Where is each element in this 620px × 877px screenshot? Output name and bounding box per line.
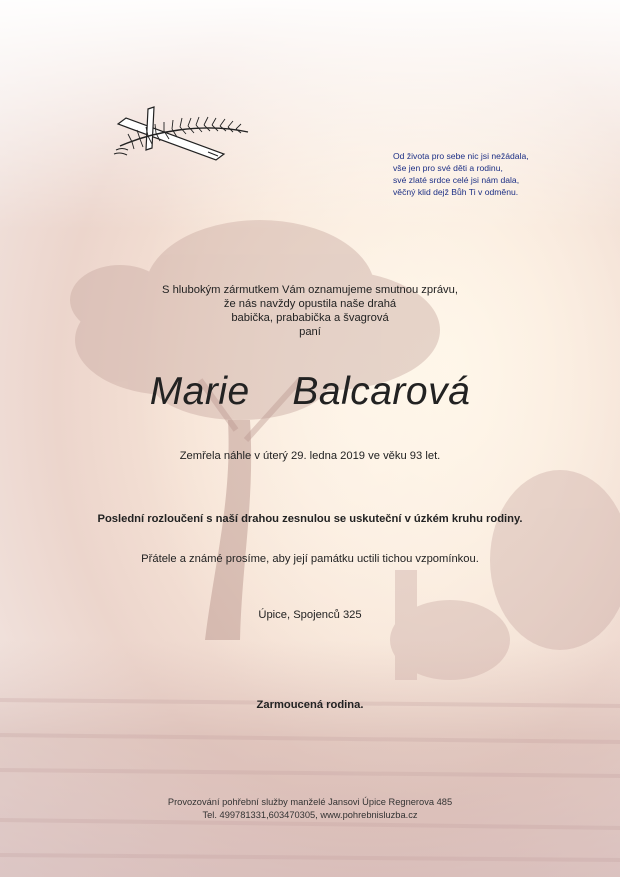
footer-line: Provozování pohřební služby manželé Jansovi Úpice Regnerova 485 <box>167 797 453 807</box>
intro-line: babička, prababička a švagrová <box>231 312 389 324</box>
cross-with-palm-branch-icon <box>112 104 254 162</box>
intro-line: S hlubokým zármutkem Vám oznamujeme smutnou zprávu, <box>162 284 458 296</box>
poem-line: vše jen pro své děti a rodinu, <box>393 163 503 173</box>
farewell-notice: Poslední rozloučení s naší drahou zesnulou se uskuteční v úzkém kruhu rodiny. <box>97 513 523 525</box>
footer-line: Tel. 499781331,603470305, www.pohrebnisluzba.cz <box>202 810 418 820</box>
address: Úpice, Spojenců 325 <box>258 609 362 621</box>
poem-line: své zlaté srdce celé jsi nám dala, <box>393 175 520 185</box>
funeral-service-footer <box>0 796 620 822</box>
poem-line: věčný klid dejž Bůh Ti v odměnu. <box>393 187 519 197</box>
friends-request: Přátele a známé prosíme, aby její památku uctili tichou vzpomínkou. <box>141 553 479 565</box>
poem-line: Od života pro sebe nic jsi nežádala, <box>393 151 529 161</box>
announcement-intro <box>0 283 620 339</box>
deceased-name: Marie Balcarová <box>149 370 471 413</box>
intro-line: paní <box>299 326 321 338</box>
death-notice: Zemřela náhle v úterý 29. ledna 2019 ve věku 93 let. <box>179 450 441 462</box>
intro-line: že nás navždy opustila naše drahá <box>223 298 397 310</box>
family-signature: Zarmoucená rodina. <box>256 699 364 711</box>
memorial-poem <box>393 150 593 198</box>
